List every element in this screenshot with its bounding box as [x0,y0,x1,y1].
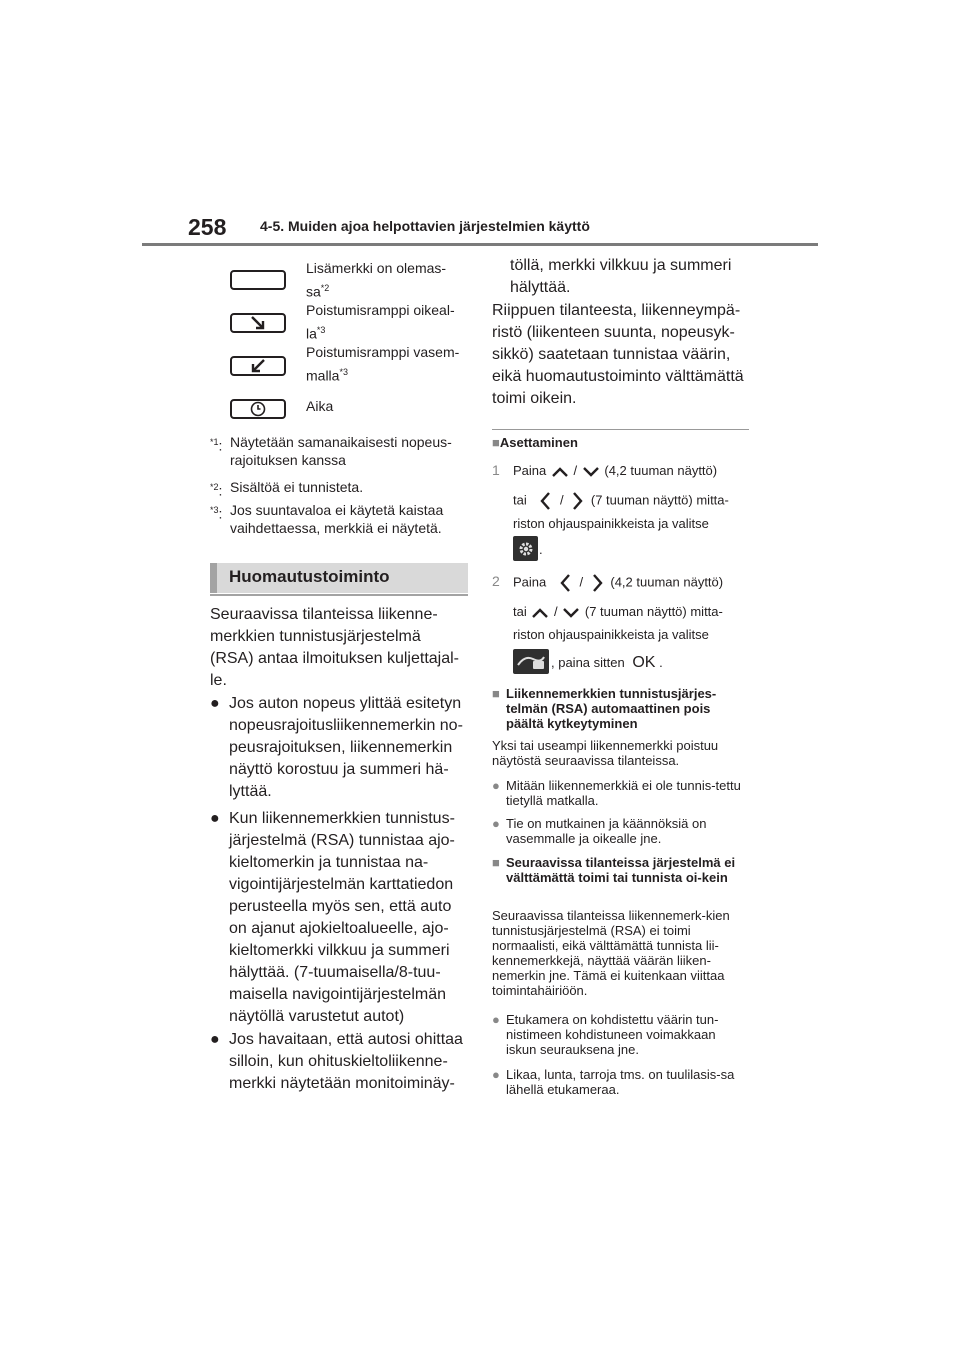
footnote: $^{*1}$: Näytetään samanaikaisesti nopeus-rajoituksen kanssa [210,434,452,468]
list-item: ● Jos havaitaan, että autosi ohittaa silloin, kun ohituskieltoliikenne-merkki näytetään monitoiminäy- [210,1031,463,1092]
clock-icon [230,399,286,419]
step-line: Paina / (4,2 tuuman näyttö) [513,463,718,478]
section-intro: Seuraavissa tilanteissa liikenne-merkkien tunnistusjärjestelmä (RSA) antaa ilmoituksen kuljettajal-le. [210,606,459,689]
list-item: ● Jos auton nopeus ylittää esitetyn nopeusrajoitusliikennemerkin no-peusrajoituksen, liikennemerkin näyttö korostuu ja summeri hä-lyttää. [210,695,463,800]
chevron-right-icon [587,572,607,594]
footnote: $^{*3}$: Jos suuntavaloa ei käytetä kaistaa vaihdettaessa, merkkiä ei näytetä. [210,502,444,536]
list-item: ● Likaa, lunta, tarroja tms. on tuulilasis-sa lähellä etukameraa. [492,1067,735,1097]
step-period: . [539,542,543,557]
step-line: Paina / (4,2 tuuman näyttö) [513,572,723,594]
symbol-label: Poistumisramppi vasem- malla$^{*3}$ [306,344,460,384]
chevron-down-icon [581,465,601,479]
subheading: ■ Seuraavissa tilanteissa järjestelmä ei välttämättä toimi tai tunnista oi-kein [492,855,736,885]
chevron-left-icon [556,572,576,594]
chevron-down-icon [561,606,581,620]
step-line: riston ohjauspainikkeista ja valitse [513,516,709,531]
header-divider [142,243,818,246]
list-item: ● Kun liikennemerkkien tunnistus-järjestelmä (RSA) tunnistaa ajo-kieltomerkin ja tunnistaa na-vigointijärjestelmän karttatiedon perusteella myös sen, että auto on ajanut ajokieltoalueelle, ajo-kieltomerkki vilkkuu ja summeri hälyttää. (7-tuumaisella/8-tuu-maisella navigointijärjestelmän näytöllä varustetut autot) [210,810,455,1025]
list-item: ● Tie on mutkainen ja käännöksiä on vasemmalle ja oikealle jne. [492,816,707,846]
rsa-icon [513,649,549,674]
list-item: ● Etukamera on kohdistettu väärin tun-nistimeen kohdistuneen voimakkaan iskun seurauksena jne. [492,1012,719,1057]
paragraph: Riippuen tilanteesta, liikenneympä-ristö (liikenteen suunta, nopeusyk-sikkö) saatetaan tunnistaa väärin, eikä huomautustoiminto välttämättä toimi oikein. [492,302,744,407]
ok-button-glyph: OK [632,654,656,671]
chevron-right-icon [567,490,587,512]
page-number: 258 [188,214,227,240]
section-heading: Huomautustoiminto [210,563,468,593]
symbol-label: Aika [306,398,334,414]
step-number: 2 [492,573,500,589]
step-line: , paina sitten OK . [551,654,663,671]
paragraph: Yksi tai useampi liikennemerkki poistuu näytöstä seuraavissa tilanteissa. [492,738,719,768]
exit-left-icon [230,356,286,376]
step-line: tai / (7 tuuman näyttö) mitta- [513,490,729,512]
chevron-up-icon [530,606,550,620]
list-item: ● Mitään liikennemerkkiä ei ole tunnis-tettu tietyllä matkalla. [492,778,741,808]
paragraph: Seuraavissa tilanteissa liikennemerk-kien tunnistusjärjestelmä (RSA) ei toimi normaalisti, eikä välttämättä tunnista lii-kennemerkkejä, näyttää väärän liiken-nemerkin jne. Tämä ei kuitenkaan viittaa toimintahäiriöön. [492,908,730,998]
chevron-up-icon [550,465,570,479]
section-divider [210,594,468,596]
divider [492,429,749,430]
symbol-label: Poistumisramppi oikeal- $la^{*3}$ [306,302,455,342]
symbol-label: Lisämerkki on olemas- $sa^{*2}$ [306,260,447,300]
step-number: 1 [492,462,500,478]
chevron-left-icon [536,490,556,512]
settings-gear-icon [513,536,538,561]
bullet-continuation: töllä, merkki vilkkuu ja summeri hälyttää. [510,257,732,296]
subheading: ■ Liikennemerkkien tunnistusjärjes-telmän (RSA) automaattinen pois päältä kytkeytyminen [492,686,717,731]
step-line: tai / (7 tuuman näyttö) mitta- [513,604,723,619]
footnote: $^{*2}$: Sisältöä ei tunnisteta. [210,479,364,499]
chapter-title: 4-5. Muiden ajoa helpottavien järjestelmien käyttö [260,218,590,234]
subheading: ■Asettaminen [492,435,578,450]
step-line: riston ohjauspainikkeista ja valitse [513,627,709,642]
box-icon [230,270,286,290]
exit-right-icon [230,313,286,333]
